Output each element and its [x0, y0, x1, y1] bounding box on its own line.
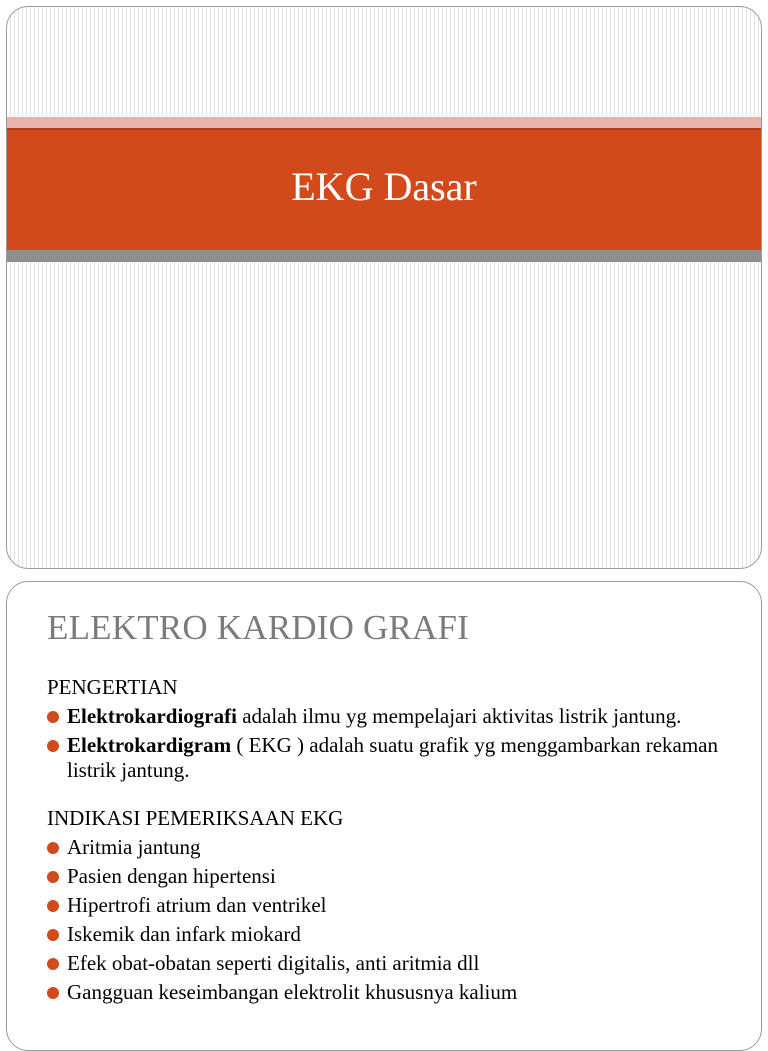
term-definition: ( EKG ) adalah suatu grafik yg menggambarkan rekaman listrik jantung.	[67, 733, 719, 782]
bullet-dot-icon	[47, 900, 59, 912]
section-heading-pengertian: PENGERTIAN	[47, 675, 178, 699]
content-slide-title: ELEKTRO KARDIO GRAFI	[47, 608, 470, 647]
list-item: Hipertrofi atrium dan ventrikel	[47, 893, 737, 918]
list-item: Aritmia jantung	[47, 835, 737, 860]
bullet-dot-icon	[47, 740, 59, 752]
section-heading-indikasi: INDIKASI PEMERIKSAAN EKG	[47, 806, 344, 830]
title-bottom-stripe	[7, 250, 761, 262]
term-bold: Elektrokardiografi	[67, 704, 237, 728]
bullet-dot-icon	[47, 711, 59, 723]
bullet-dot-icon	[47, 958, 59, 970]
list-item: Efek obat-obatan seperti digitalis, anti aritmia dll	[47, 951, 737, 976]
content-body	[47, 674, 737, 1009]
title-slide	[6, 6, 762, 569]
bullet-dot-icon	[47, 987, 59, 999]
indikasi-list	[47, 835, 737, 1005]
content-slide	[6, 581, 762, 1051]
bullet-dot-icon	[47, 871, 59, 883]
bullet-dot-icon	[47, 929, 59, 941]
pengertian-list	[47, 704, 737, 783]
list-item: Gangguan keseimbangan elektrolit khususnya kalium	[47, 980, 737, 1005]
list-item: Pasien dengan hipertensi	[47, 864, 737, 889]
title-band	[7, 128, 761, 250]
list-item	[47, 733, 737, 783]
slide-title: EKG Dasar	[291, 163, 477, 209]
list-item	[47, 704, 737, 729]
bullet-dot-icon	[47, 842, 59, 854]
term-bold: Elektrokardigram	[67, 733, 232, 757]
title-top-stripe	[7, 117, 761, 128]
term-definition: adalah ilmu yg mempelajari aktivitas listrik jantung.	[236, 704, 682, 728]
list-item: Iskemik dan infark miokard	[47, 922, 737, 947]
